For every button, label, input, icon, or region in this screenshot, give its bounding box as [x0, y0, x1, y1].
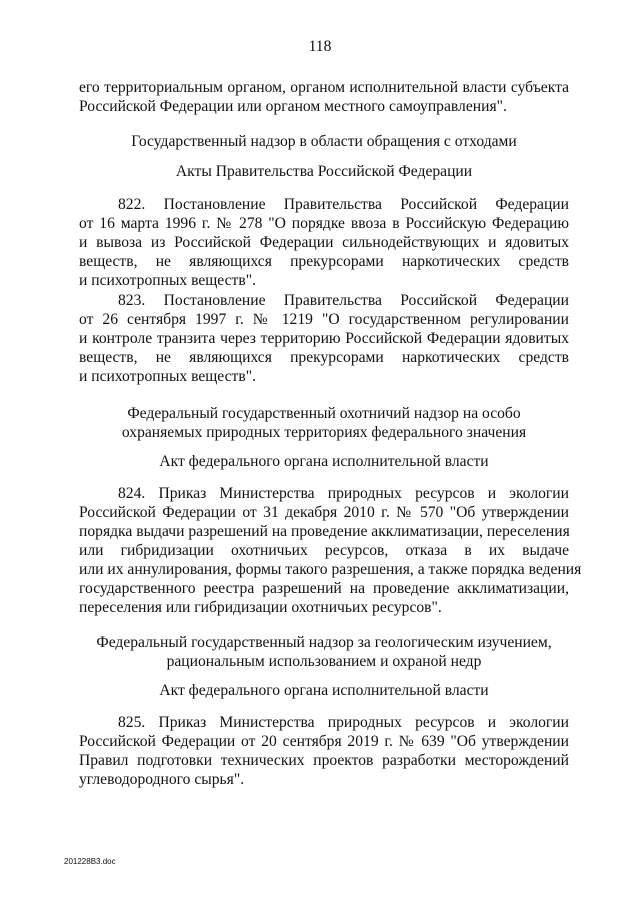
list-item-line: и психотропных веществ".: [79, 368, 256, 385]
list-item-line: веществ, не являющихся прекурсорами наркотических средств: [79, 253, 569, 270]
section-heading: Государственный надзор в области обращения с отходами: [131, 133, 517, 150]
list-item-line: порядка выдачи разрешений на проведение акклиматизации, переселения: [79, 523, 570, 540]
list-item-line: государственного реестра разрешений на проведение акклиматизации,: [79, 580, 569, 597]
list-item-line: от 26 сентября 1997 г. № 1219 "О государственном регулировании: [79, 311, 569, 328]
continuation-line: его территориальным органом, органом исполнительной власти субъекта: [79, 79, 569, 96]
list-item-line: веществ, не являющихся прекурсорами наркотических средств: [79, 349, 569, 366]
list-item-line: 824. Приказ Министерства природных ресурсов и экологии: [118, 485, 569, 502]
list-item-line: и вывоза из Российской Федерации сильнодействующих и ядовитых: [79, 234, 569, 251]
section-heading: охраняемых природных территориях федерального значения: [121, 424, 527, 441]
list-item-line: и психотропных веществ".: [79, 272, 256, 289]
continuation-line: Российской Федерации или органом местного самоуправления".: [79, 98, 507, 115]
list-item-line: 825. Приказ Министерства природных ресурсов и экологии: [118, 714, 569, 731]
list-item-line: 822. Постановление Правительства Российской Федерации: [118, 196, 569, 213]
list-item-line: и контроле транзита через территорию Российской Федерации ядовитых: [79, 330, 569, 347]
section-heading: рациональным использованием и охраной недр: [166, 653, 482, 670]
section-subheading: Акт федерального органа исполнительной власти: [159, 682, 489, 699]
section-subheading: Акты Правительства Российской Федерации: [175, 163, 473, 180]
section-heading: Федеральный государственный охотничий надзор на особо: [127, 405, 521, 422]
list-item-line: Российской Федерации от 20 сентября 2019 г. № 639 "Об утверждении: [79, 733, 569, 750]
section-subheading: Акт федерального органа исполнительной власти: [159, 453, 489, 470]
page-number: 118: [308, 38, 332, 55]
footer-file-code: 201228В3.doc: [64, 857, 116, 866]
list-item-line: или гибридизации охотничьих ресурсов, отказа в их выдаче: [79, 542, 569, 559]
list-item-line: 823. Постановление Правительства Российской Федерации: [118, 292, 569, 309]
list-item-line: или их аннулирования, формы такого разрешения, а также порядка ведения: [79, 561, 582, 578]
list-item-line: переселения или гибридизации охотничьих ресурсов".: [79, 599, 442, 616]
section-heading: Федеральный государственный надзор за геологическим изучением,: [96, 634, 552, 651]
list-item-line: от 16 марта 1996 г. № 278 "О порядке ввоза в Российскую Федерацию: [79, 215, 569, 232]
list-item-line: углеводородного сырья".: [79, 771, 245, 788]
list-item-line: Правил подготовки технических проектов разработки месторождений: [79, 752, 569, 769]
list-item-line: Российской Федерации от 31 декабря 2010 г. № 570 "Об утверждении: [79, 504, 569, 521]
